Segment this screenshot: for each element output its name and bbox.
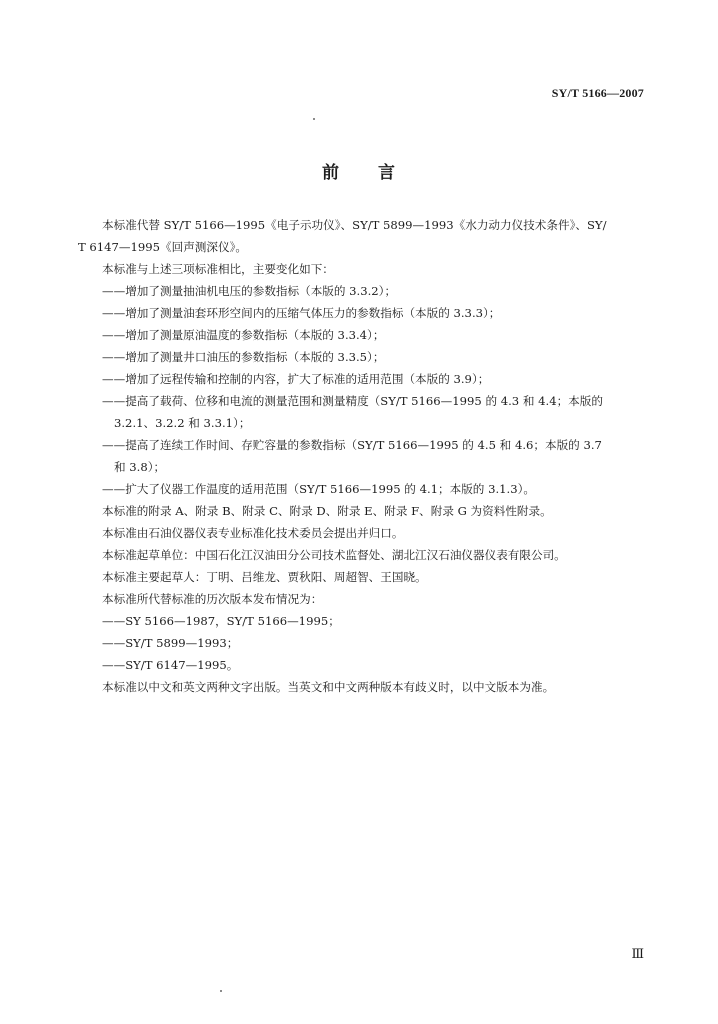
change-item: ——增加了测量抽油机电压的参数指标（本版的 3.3.2）； bbox=[102, 284, 397, 298]
title-char-2: 言 bbox=[378, 163, 396, 183]
change-item: ——增加了测量油套环形空间内的压缩气体压力的参数指标（本版的 3.3.3）； bbox=[102, 306, 501, 320]
paragraph-changes-intro: 本标准与上述三项标准相比，主要变化如下： bbox=[102, 262, 334, 276]
change-item: ——提高了载荷、位移和电流的测量范围和测量精度（SY/T 5166—1995 的 4.3 和 4.4；本版的 bbox=[102, 394, 603, 408]
paragraph-annexes: 本标准的附录 A、附录 B、附录 C、附录 D、附录 E、附录 F、附录 G 为资料性附录。 bbox=[102, 504, 552, 518]
previous-edition-item: ——SY/T 6147—1995。 bbox=[102, 658, 239, 672]
previous-edition-item: ——SY/T 5899—1993； bbox=[102, 636, 239, 650]
paragraph-drafting-units: 本标准起草单位：中国石化江汉油田分公司技术监督处、湖北江汉石油仪器仪表有限公司。 bbox=[102, 548, 566, 562]
page-title bbox=[0, 158, 718, 183]
change-item: ——扩大了仪器工作温度的适用范围（SY/T 5166—1995 的 4.1；本版的 3.1.3）。 bbox=[102, 482, 535, 496]
paragraph-previous-editions: 本标准所代替标准的历次版本发布情况为： bbox=[102, 592, 323, 606]
previous-edition-item: ——SY 5166—1987，SY/T 5166—1995； bbox=[102, 614, 340, 628]
change-item: ——提高了连续工作时间、存贮容量的参数指标（SY/T 5166—1995 的 4.5 和 4.6；本版的 3.7 bbox=[102, 438, 602, 452]
scan-speck bbox=[313, 118, 315, 120]
paragraph-language: 本标准以中文和英文两种文字出版。当英文和中文两种版本有歧义时，以中文版本为准。 bbox=[102, 680, 555, 694]
scan-speck bbox=[220, 990, 222, 992]
paragraph-drafters: 本标准主要起草人：丁明、吕维龙、贾秋阳、周超智、王国晓。 bbox=[102, 570, 427, 584]
page-number: Ⅲ bbox=[631, 946, 644, 961]
change-item-continuation: 3.2.1、3.2.2 和 3.3.1）； bbox=[114, 416, 251, 430]
change-item: ——增加了远程传输和控制的内容，扩大了标准的适用范围（本版的 3.9）； bbox=[102, 372, 490, 386]
paragraph-replaces-line2: T 6147—1995《回声测深仪》。 bbox=[78, 240, 247, 254]
paragraph-proposed-by: 本标准由石油仪器仪表专业标准化技术委员会提出并归口。 bbox=[102, 526, 404, 540]
foreword-body bbox=[78, 214, 650, 698]
standard-code-header: SY/T 5166—2007 bbox=[551, 86, 644, 100]
paragraph-replaces-line1: 本标准代替 SY/T 5166—1995《电子示功仪》、SY/T 5899—1993《水力动力仪技术条件》、SY/ bbox=[102, 218, 607, 232]
change-item: ——增加了测量井口油压的参数指标（本版的 3.3.5）； bbox=[102, 350, 385, 364]
change-item: ——增加了测量原油温度的参数指标（本版的 3.3.4）； bbox=[102, 328, 385, 342]
title-char-1: 前 bbox=[322, 163, 340, 183]
change-item-continuation: 和 3.8）； bbox=[114, 460, 166, 474]
